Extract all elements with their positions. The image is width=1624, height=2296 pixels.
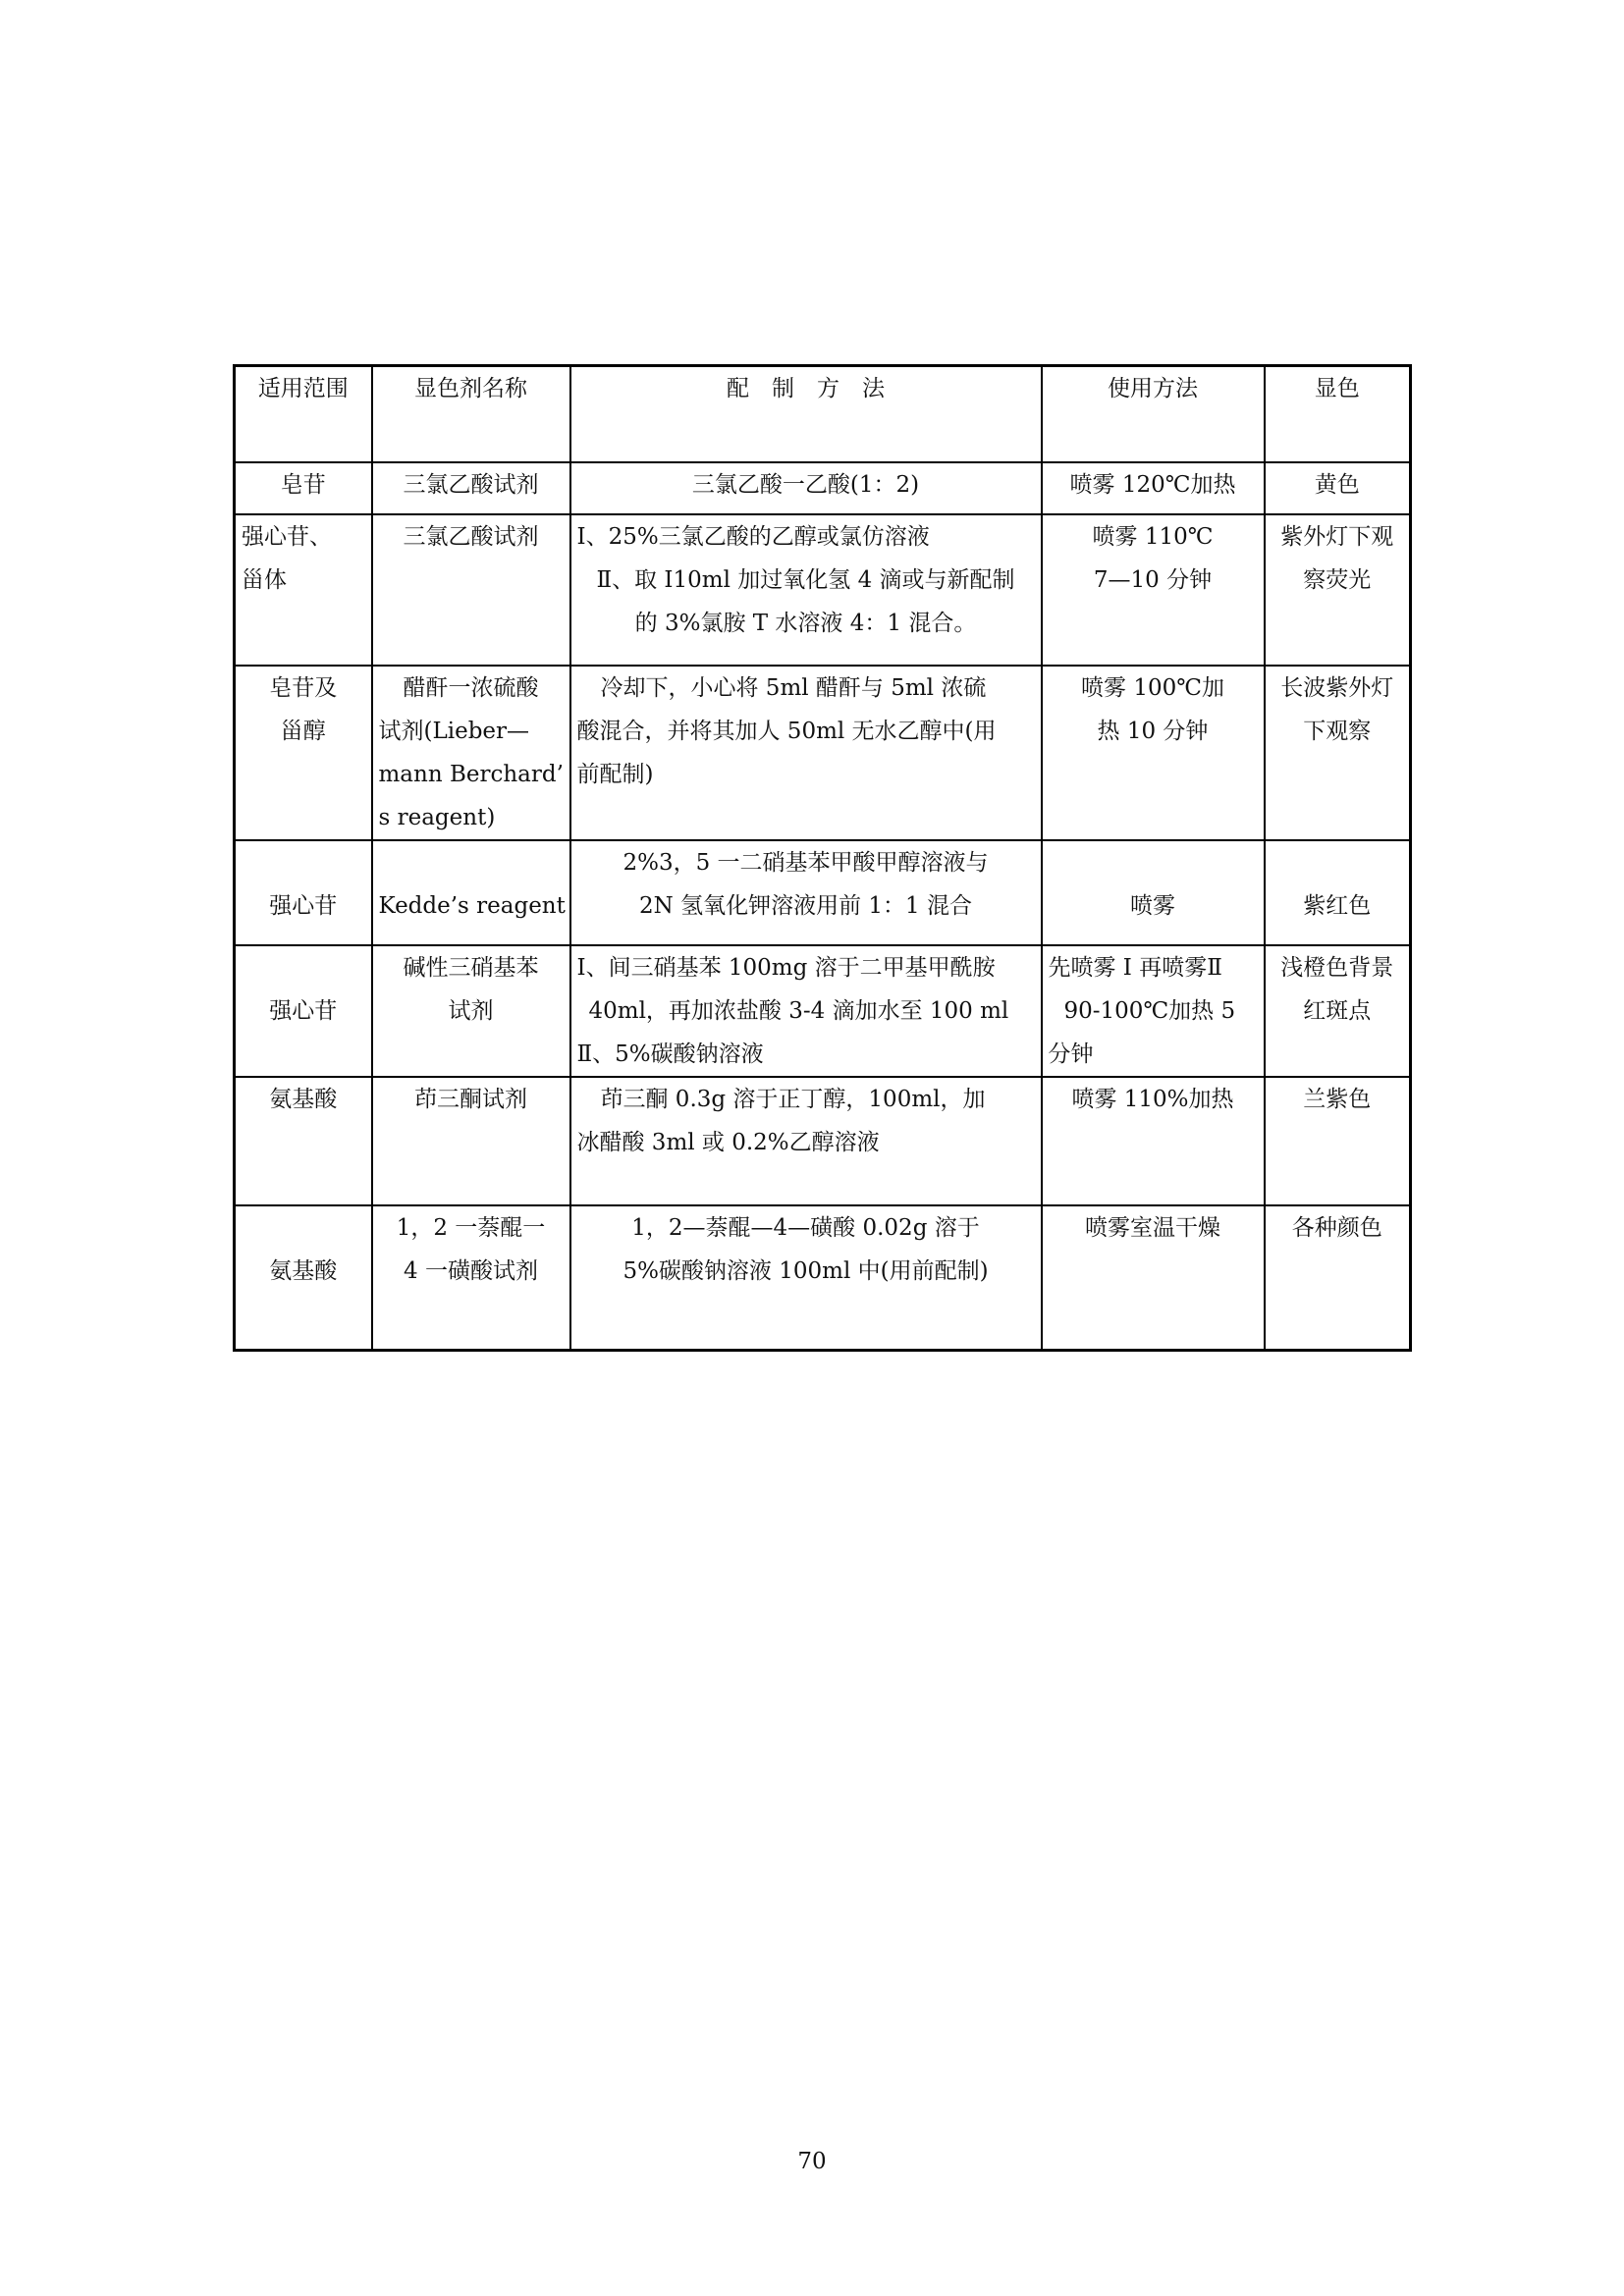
header-color: 显色 <box>1265 366 1411 462</box>
cell-usage: 先喷雾 I 再喷雾Ⅱ 90-100℃加热 5 分钟 <box>1042 945 1265 1077</box>
cell-color: 各种颜色 <box>1265 1205 1411 1351</box>
cell-preparation: 1，2—萘醌—4—磺酸 0.02g 溶于 5%碳酸钠溶液 100ml 中(用前配制) <box>570 1205 1042 1351</box>
table-row <box>235 462 1411 514</box>
cell-reagent: Kedde’s reagent <box>372 840 570 945</box>
cell-scope: 氨基酸 <box>235 1077 372 1205</box>
table-row <box>235 666 1411 840</box>
table-row <box>235 840 1411 945</box>
cell-usage: 喷雾室温干燥 <box>1042 1205 1265 1351</box>
cell-preparation: 茚三酮 0.3g 溶于正丁醇，100ml，加 冰醋酸 3ml 或 0.2%乙醇溶液 <box>570 1077 1042 1205</box>
cell-color: 紫红色 <box>1265 840 1411 945</box>
cell-reagent: 茚三酮试剂 <box>372 1077 570 1205</box>
cell-color: 长波紫外灯 下观察 <box>1265 666 1411 840</box>
table-row <box>235 514 1411 666</box>
cell-usage: 喷雾 <box>1042 840 1265 945</box>
header-reagent-name: 显色剂名称 <box>372 366 570 462</box>
table-header-row <box>235 366 1411 462</box>
cell-usage: 喷雾 110℃ 7—10 分钟 <box>1042 514 1265 666</box>
cell-usage: 喷雾 120℃加热 <box>1042 462 1265 514</box>
cell-reagent: 碱性三硝基苯 试剂 <box>372 945 570 1077</box>
cell-preparation: I、25%三氯乙酸的乙醇或氯仿溶液 Ⅱ、取 I10ml 加过氧化氢 4 滴或与新配制 的 3%氯胺 T 水溶液 4：1 混合。 <box>570 514 1042 666</box>
cell-reagent: 醋酐一浓硫酸 试剂(Lieber— mann Berchard’ s reagent) <box>372 666 570 840</box>
cell-usage: 喷雾 110%加热 <box>1042 1077 1265 1205</box>
cell-preparation: 冷却下，小心将 5ml 醋酐与 5ml 浓硫 酸混合，并将其加人 50ml 无水乙醇中(用 前配制) <box>570 666 1042 840</box>
cell-scope: 强心苷 <box>235 945 372 1077</box>
cell-color: 黄色 <box>1265 462 1411 514</box>
cell-scope: 皂苷 <box>235 462 372 514</box>
cell-preparation: 三氯乙酸一乙酸(1：2) <box>570 462 1042 514</box>
cell-scope: 强心苷 <box>235 840 372 945</box>
cell-color: 兰紫色 <box>1265 1077 1411 1205</box>
cell-scope: 皂苷及 甾醇 <box>235 666 372 840</box>
cell-reagent: 三氯乙酸试剂 <box>372 514 570 666</box>
table-row <box>235 1205 1411 1351</box>
page-number: 70 <box>797 2149 827 2174</box>
cell-usage: 喷雾 100℃加 热 10 分钟 <box>1042 666 1265 840</box>
cell-scope: 氨基酸 <box>235 1205 372 1351</box>
cell-preparation: I、间三硝基苯 100mg 溶于二甲基甲酰胺 40ml，再加浓盐酸 3-4 滴加水至 100 ml Ⅱ、5%碳酸钠溶液 <box>570 945 1042 1077</box>
cell-reagent: 1，2 一萘醌一 4 一磺酸试剂 <box>372 1205 570 1351</box>
cell-reagent: 三氯乙酸试剂 <box>372 462 570 514</box>
cell-scope: 强心苷、 甾体 <box>235 514 372 666</box>
header-preparation-method: 配 制 方 法 <box>570 366 1042 462</box>
table-row <box>235 945 1411 1077</box>
color-reagent-table <box>233 364 1412 1352</box>
header-scope: 适用范围 <box>235 366 372 462</box>
cell-color: 紫外灯下观 察荧光 <box>1265 514 1411 666</box>
header-usage-method: 使用方法 <box>1042 366 1265 462</box>
table-row <box>235 1077 1411 1205</box>
cell-preparation: 2%3，5 一二硝基苯甲酸甲醇溶液与 2N 氢氧化钾溶液用前 1：1 混合 <box>570 840 1042 945</box>
cell-color: 浅橙色背景 红斑点 <box>1265 945 1411 1077</box>
